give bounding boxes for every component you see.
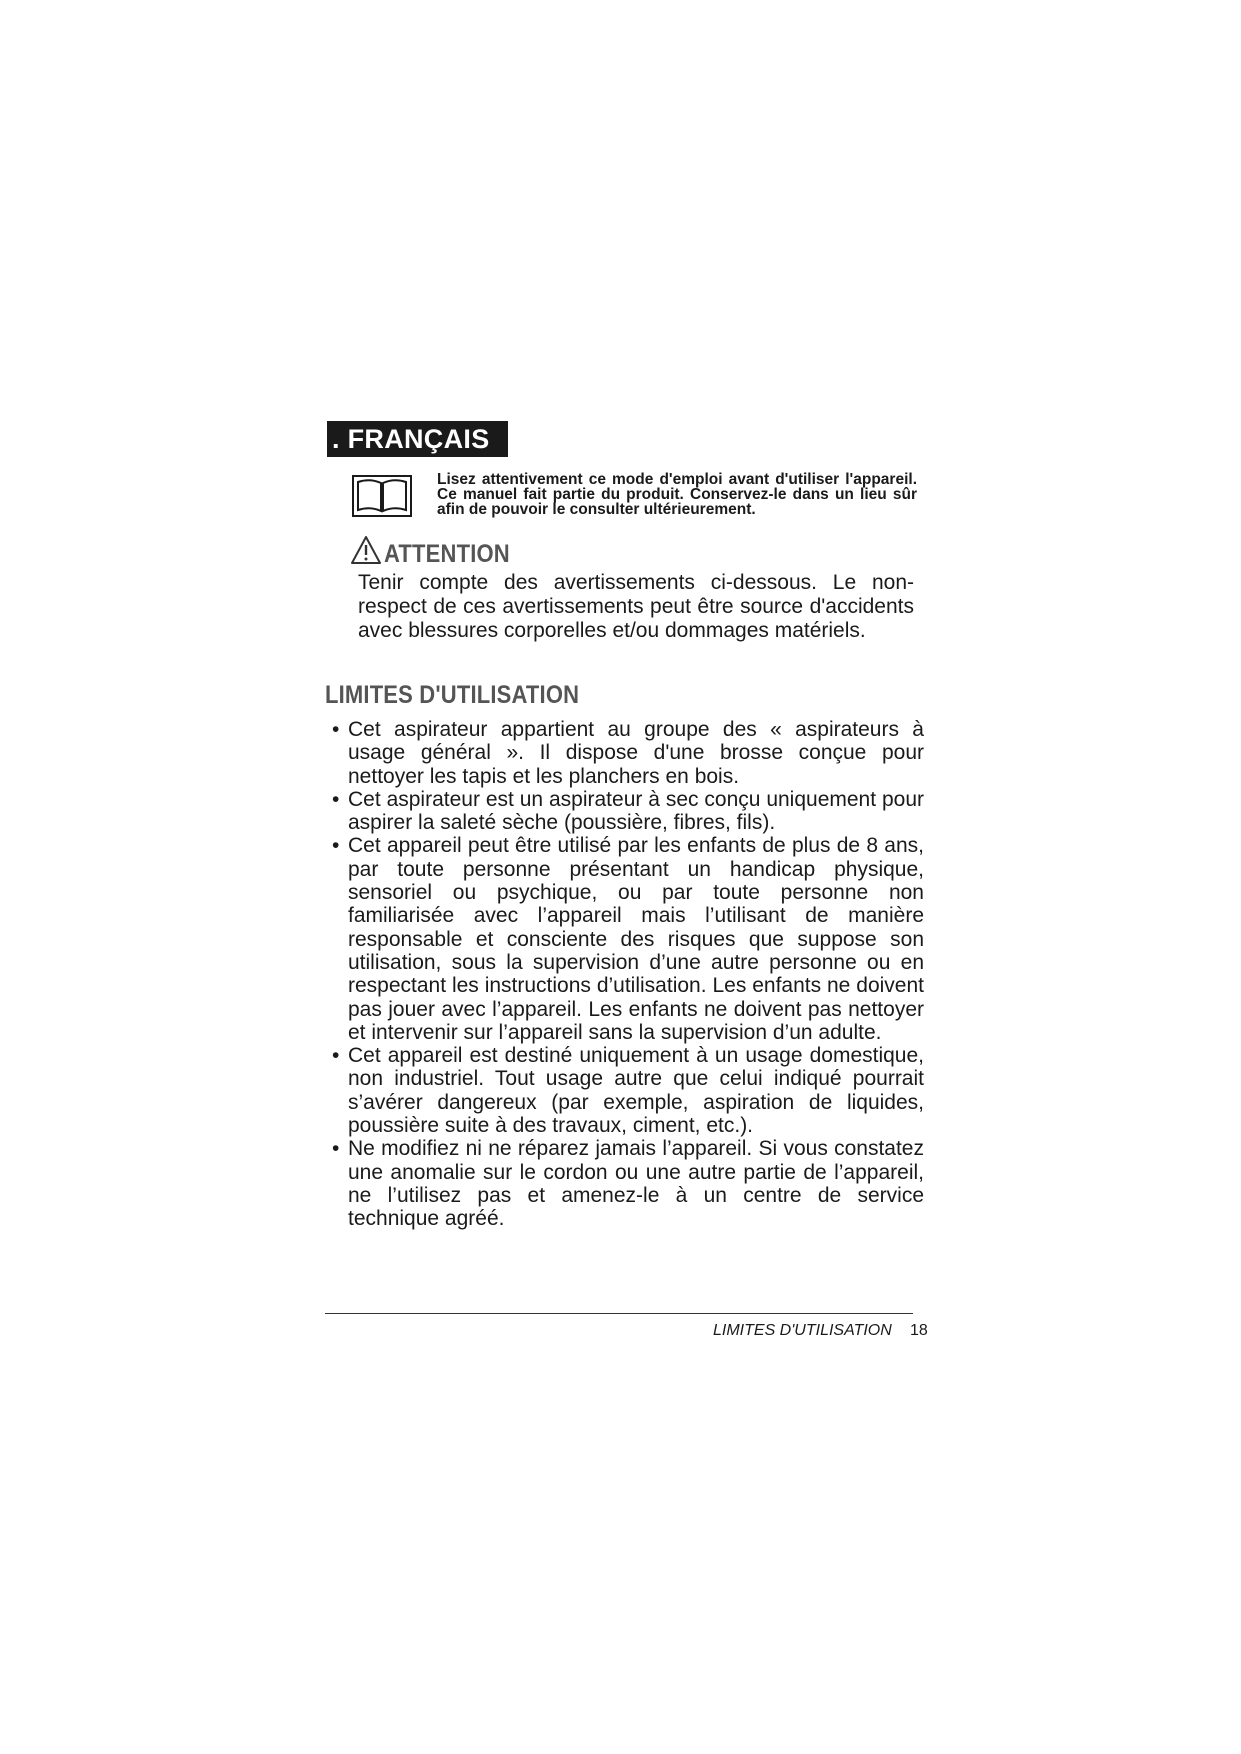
- warning-triangle-icon: [350, 535, 382, 565]
- list-item-text: Cet aspirateur appartient au groupe des « aspirateurs à usage général ». Il dispose d'une brosse conçue pour nettoyer les tapis et les planchers en bois.: [348, 718, 924, 788]
- list-item-text: Cet appareil est destiné uniquement à un usage domestique, non industriel. Tout usage autre que celui indiqué pourrait s’avérer dangereux (par exemple, aspiration de liquides, poussière suite à des travaux, ciment, etc.).: [348, 1044, 924, 1138]
- list-item: [332, 718, 924, 788]
- list-item: [332, 834, 924, 1044]
- page-number: 18: [910, 1322, 928, 1339]
- attention-text: Tenir compte des avertissements ci-dessous. Le non-respect de ces avertissements peut être source d'accidents avec blessures corporelles et/ou dommages matériels.: [358, 571, 914, 642]
- footer-section-label: LIMITES D'UTILISATION: [713, 1322, 892, 1339]
- list-item-text: Cet appareil peut être utilisé par les enfants de plus de 8 ans, par toute personne présentant un handicap physique, sensoriel ou psychique, ou par toute personne non familiarisée avec l’appareil mais l’utilisant de manière responsable et consciente des risques que suppose son utilisation, sous la supervision d’une autre personne ou en respectant les instructions d’utilisation. Les enfants ne doivent pas jouer avec l’appareil. Les enfants ne doivent pas nettoyer et intervenir sur l’appareil sans la supervision d’un adulte.: [348, 834, 924, 1044]
- list-item-text: Ne modifiez ni ne réparez jamais l’appareil. Si vous constatez une anomalie sur le cordon ou une autre partie de l’appareil, ne l’utilisez pas et amenez-le à un centre de service technique agréé.: [348, 1137, 924, 1231]
- bullet-icon: •: [332, 834, 340, 858]
- list-item: [332, 1137, 924, 1230]
- usage-limits-list: [332, 718, 924, 1231]
- read-manual-notice: Lisez attentivement ce mode d'emploi avant d'utiliser l'appareil. Ce manuel fait partie du produit. Conservez-le dans un lieu sûr afin de pouvoir le consulter ultérieurement.: [437, 471, 917, 518]
- language-tab: . FRANÇAIS: [327, 421, 508, 457]
- list-item: [332, 1044, 924, 1137]
- section-heading: LIMITES D'UTILISATION: [325, 681, 580, 709]
- list-item: [332, 788, 924, 835]
- bullet-icon: •: [332, 718, 340, 741]
- list-item-text: Cet aspirateur est un aspirateur à sec conçu uniquement pour aspirer la saleté sèche (poussière, fibres, fils).: [348, 787, 924, 835]
- bullet-icon: •: [332, 1137, 340, 1161]
- footer-divider: [325, 1313, 913, 1314]
- bullet-icon: •: [332, 787, 340, 811]
- attention-heading: ATTENTION: [384, 540, 510, 568]
- bullet-icon: •: [332, 1044, 340, 1068]
- open-book-icon: [352, 474, 412, 518]
